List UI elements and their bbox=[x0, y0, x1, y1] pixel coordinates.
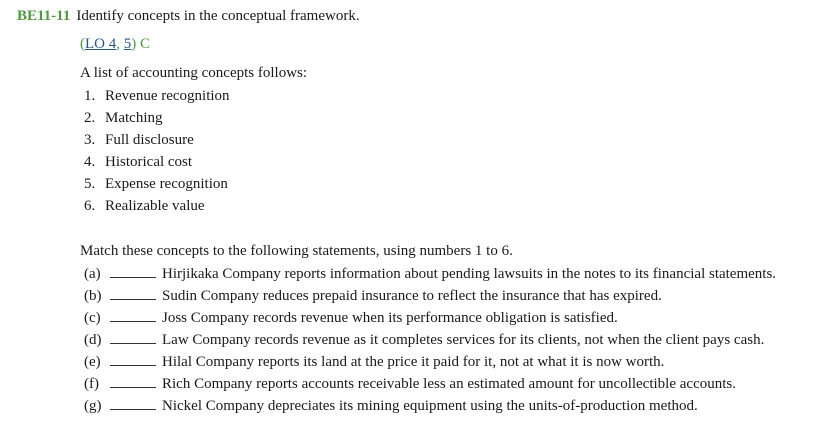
concept-item bbox=[84, 129, 230, 151]
statement-text: Hirjikaka Company reports information about pending lawsuits in the notes to its financial statements. bbox=[162, 266, 777, 282]
statement-letter: (f) bbox=[84, 376, 99, 392]
concept-number: 1. bbox=[84, 88, 96, 104]
concept-list bbox=[84, 85, 230, 217]
statement-list bbox=[84, 263, 776, 417]
concept-label: Matching bbox=[105, 110, 163, 126]
concept-label: Historical cost bbox=[105, 154, 193, 170]
learning-objectives bbox=[80, 34, 150, 54]
statement-item bbox=[84, 263, 776, 285]
answer-blank[interactable] bbox=[110, 263, 156, 278]
statement-item bbox=[84, 373, 776, 395]
statement-item bbox=[84, 351, 776, 373]
statement-text: Law Company records revenue as it completes services for its clients, not when the client pays cash. bbox=[162, 332, 765, 348]
concept-number: 3. bbox=[84, 132, 96, 148]
exercise-title: Identify concepts in the conceptual framework. bbox=[76, 8, 360, 24]
answer-blank[interactable] bbox=[110, 307, 156, 322]
concept-number: 6. bbox=[84, 198, 96, 214]
concept-number: 2. bbox=[84, 110, 96, 126]
lo-link-4[interactable]: LO 4 bbox=[85, 36, 117, 52]
answer-blank[interactable] bbox=[110, 285, 156, 300]
statement-letter: (g) bbox=[84, 398, 102, 414]
answer-blank[interactable] bbox=[110, 373, 156, 388]
match-instructions: Match these concepts to the following statements, using numbers 1 to 6. bbox=[80, 243, 513, 259]
concept-number: 5. bbox=[84, 176, 96, 192]
concept-label: Expense recognition bbox=[105, 176, 228, 192]
statement-item bbox=[84, 395, 776, 417]
statement-item bbox=[84, 329, 776, 351]
statement-letter: (d) bbox=[84, 332, 102, 348]
close-paren: ) bbox=[131, 36, 137, 52]
statement-letter: (a) bbox=[84, 266, 101, 282]
statement-letter: (b) bbox=[84, 288, 102, 304]
statement-text: Joss Company records revenue when its performance obligation is satisfied. bbox=[162, 310, 618, 326]
answer-blank[interactable] bbox=[110, 395, 156, 410]
statement-letter: (e) bbox=[84, 354, 101, 370]
exercise-header bbox=[17, 6, 360, 26]
answer-blank[interactable] bbox=[110, 329, 156, 344]
exercise-id: BE11-11 bbox=[17, 8, 71, 24]
statement-text: Sudin Company reduces prepaid insurance to reflect the insurance that has expired. bbox=[162, 288, 662, 304]
statement-letter: (c) bbox=[84, 310, 101, 326]
difficulty-badge: C bbox=[140, 36, 151, 52]
statement-text: Rich Company reports accounts receivable less an estimated amount for uncollectible accounts. bbox=[162, 376, 736, 392]
statement-item bbox=[84, 307, 776, 329]
concept-label: Revenue recognition bbox=[105, 88, 230, 104]
concept-item bbox=[84, 173, 230, 195]
statement-text: Nickel Company depreciates its mining equipment using the units-of-production method. bbox=[162, 398, 698, 414]
concept-item bbox=[84, 107, 230, 129]
open-paren: ( bbox=[80, 36, 85, 52]
concepts-intro: A list of accounting concepts follows: bbox=[80, 65, 308, 81]
concept-item bbox=[84, 195, 230, 217]
statement-text: Hilal Company reports its land at the price it paid for it, not at what it is now worth. bbox=[162, 354, 665, 370]
concept-label: Realizable value bbox=[105, 198, 205, 214]
concept-number: 4. bbox=[84, 154, 96, 170]
statement-item bbox=[84, 285, 776, 307]
concept-label: Full disclosure bbox=[105, 132, 194, 148]
lo-link-5[interactable]: 5 bbox=[123, 36, 132, 52]
concept-item bbox=[84, 151, 230, 173]
answer-blank[interactable] bbox=[110, 351, 156, 366]
concept-item bbox=[84, 85, 230, 107]
separator: , bbox=[116, 36, 124, 52]
